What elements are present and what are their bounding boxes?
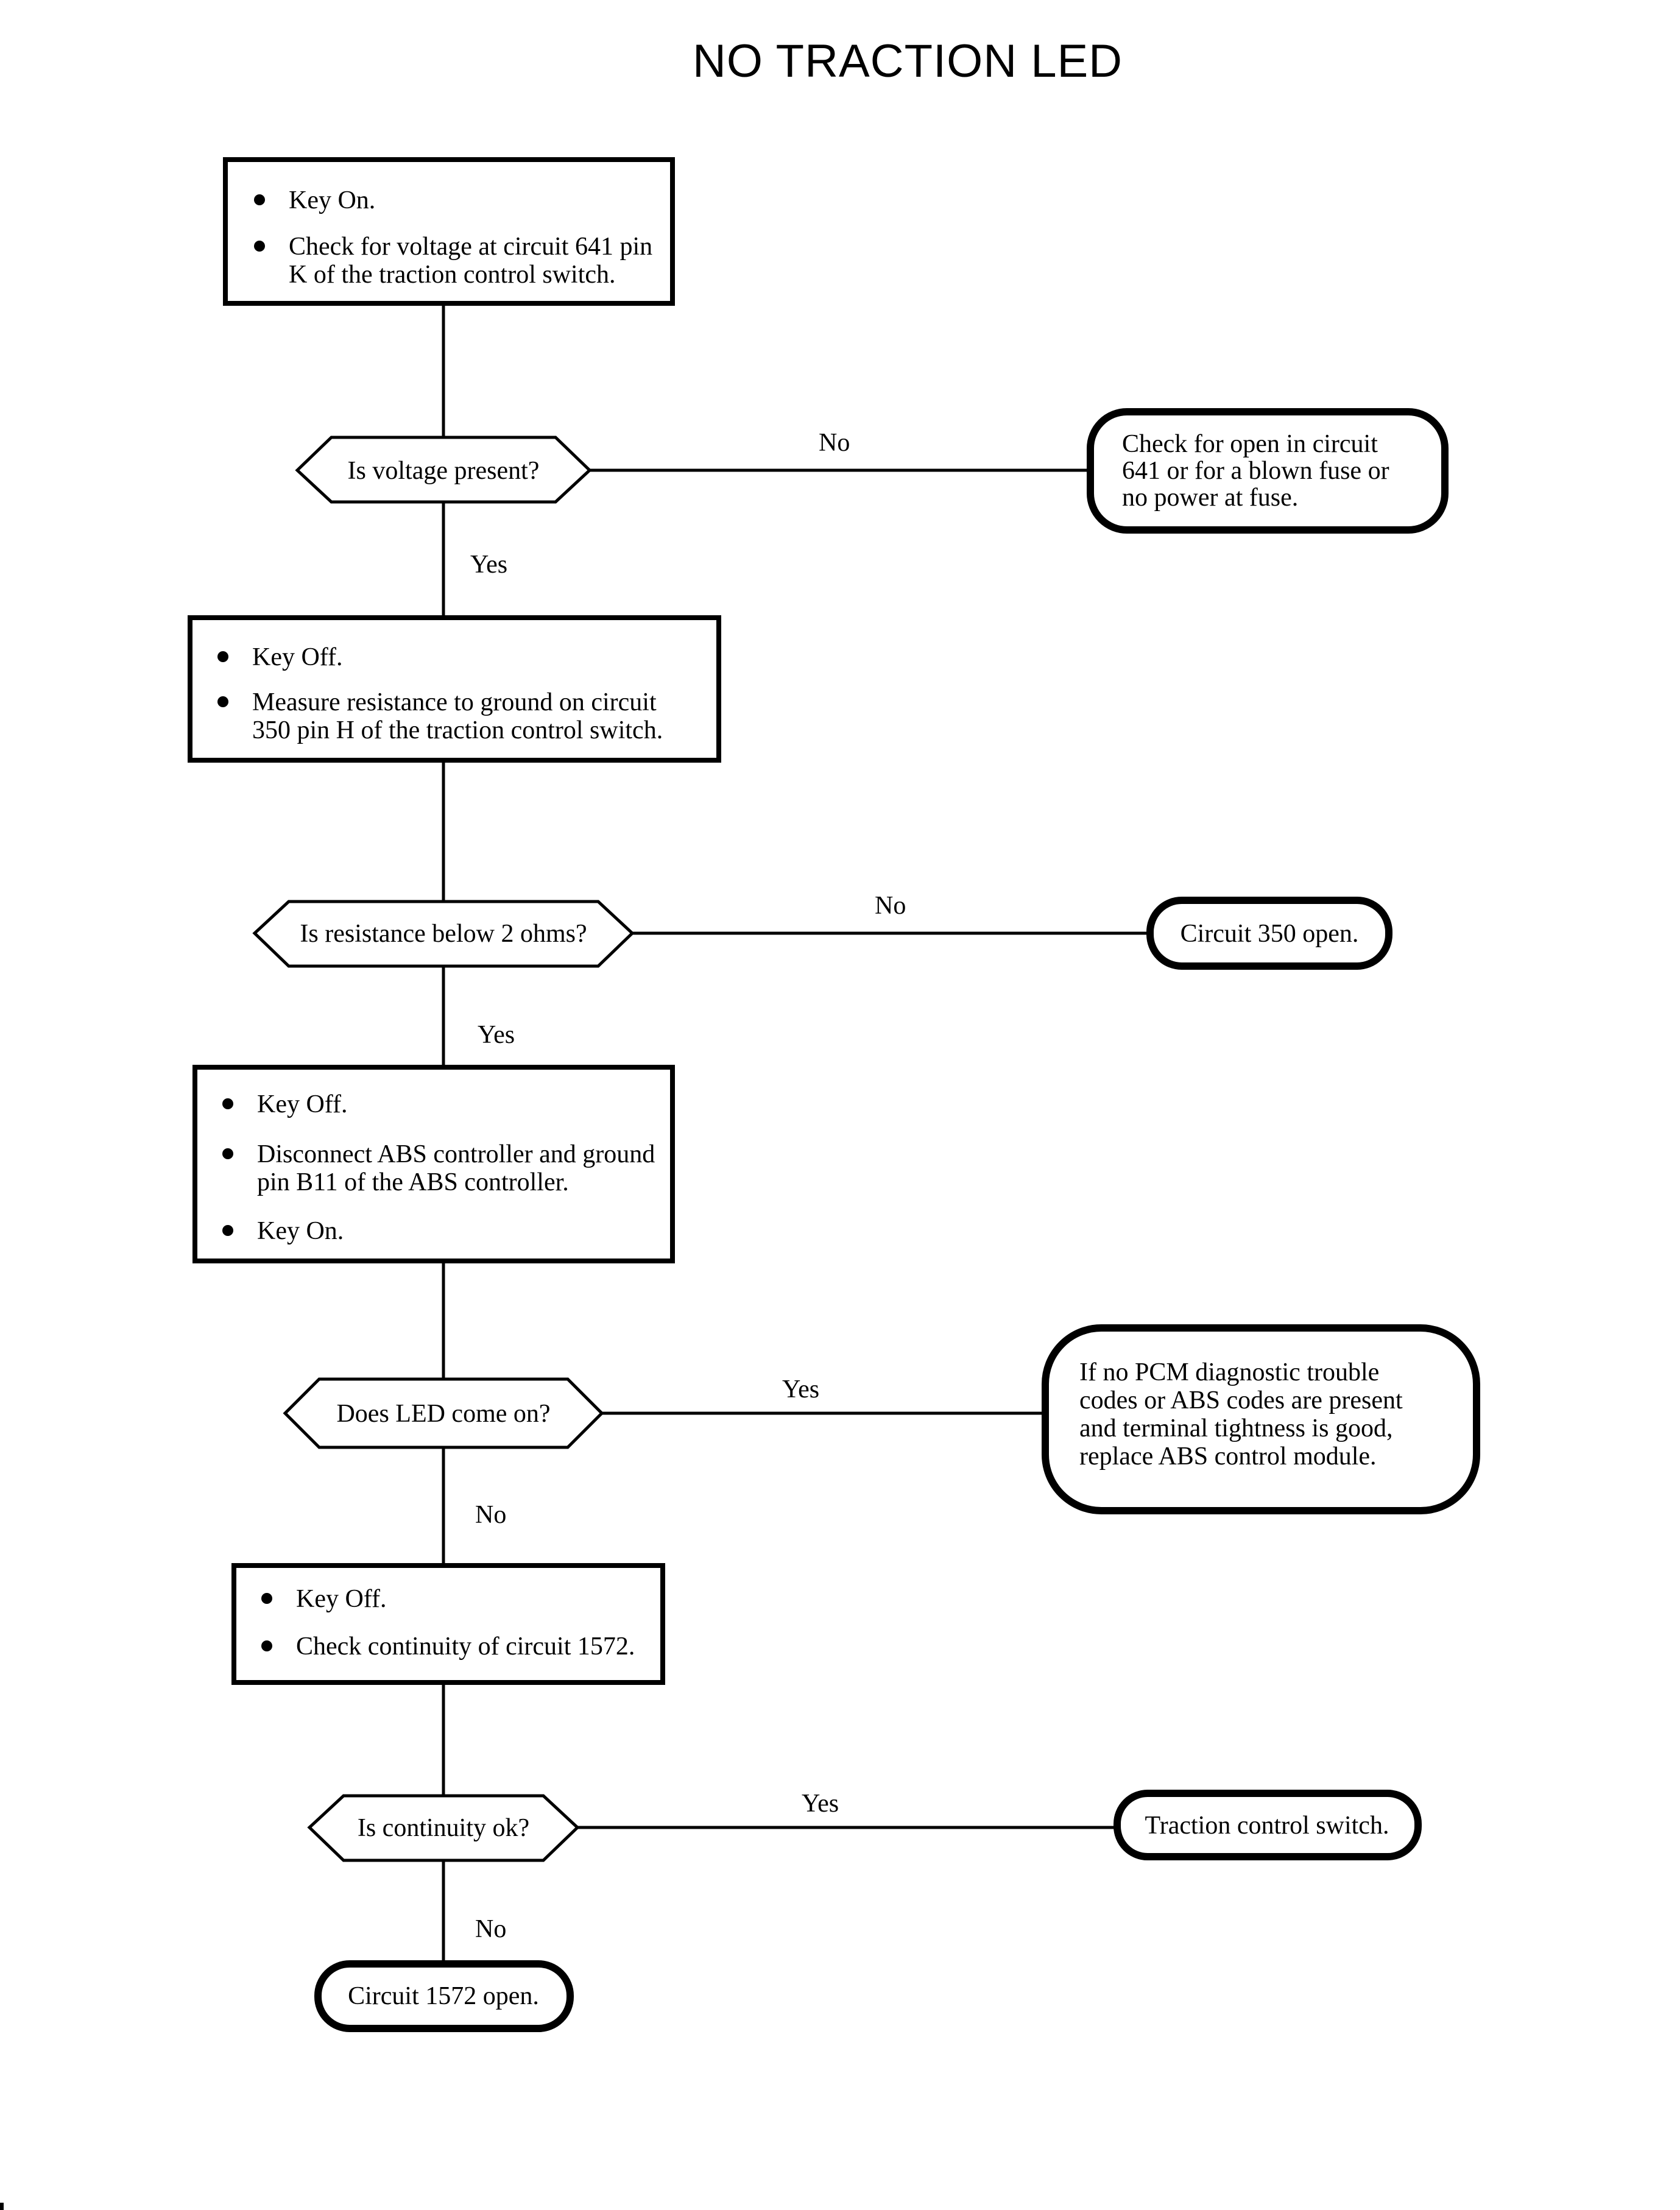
step-measure-resistance <box>190 618 719 760</box>
bullet-marker <box>254 194 265 205</box>
decision-continuity-ok <box>309 1796 577 1860</box>
terminal-text: codes or ABS codes are present <box>1079 1386 1403 1414</box>
step-text: Key On. <box>257 1217 344 1245</box>
process-box <box>234 1566 663 1682</box>
edge-label-no-4: No <box>475 1915 507 1943</box>
step-check-continuity <box>234 1566 663 1682</box>
step-text: Check for voltage at circuit 641 pin <box>289 233 653 261</box>
step-text: Key Off. <box>257 1090 348 1118</box>
page-edge-artifact <box>0 2203 4 2210</box>
terminal-text: no power at fuse. <box>1122 484 1299 512</box>
edge-label-yes-3: Yes <box>782 1375 820 1403</box>
step-text: Key Off. <box>296 1585 387 1613</box>
bullet-marker <box>222 1148 233 1159</box>
bullet-marker <box>222 1225 233 1236</box>
step-check-voltage <box>225 160 672 303</box>
terminal-text: 641 or for a blown fuse or <box>1122 457 1389 485</box>
edge-label-yes-1: Yes <box>470 551 508 579</box>
terminal-text: and terminal tightness is good, <box>1079 1414 1393 1442</box>
step-text: pin B11 of the ABS controller. <box>257 1168 569 1196</box>
step-text: Measure resistance to ground on circuit <box>252 688 657 716</box>
edge-label-yes-2: Yes <box>478 1021 515 1049</box>
decision-voltage-present <box>297 437 590 502</box>
terminal-text: Traction control switch. <box>1145 1812 1389 1840</box>
terminal-check-open-circuit-641 <box>1090 412 1445 530</box>
decision-text: Is resistance below 2 ohms? <box>300 920 587 948</box>
step-ground-abs-pin-b11 <box>195 1067 672 1261</box>
edge-label-no-1: No <box>819 429 850 457</box>
terminal-text: Circuit 350 open. <box>1180 920 1359 948</box>
decision-text: Is voltage present? <box>347 457 540 485</box>
terminal-text: replace ABS control module. <box>1079 1442 1377 1470</box>
bullet-marker <box>254 241 265 252</box>
decision-text: Does LED come on? <box>336 1400 551 1428</box>
terminal-circuit-350-open <box>1150 900 1389 966</box>
edge-label-no-2: No <box>875 892 906 920</box>
edge-label-no-3: No <box>475 1501 507 1529</box>
page-title: NO TRACTION LED <box>692 35 1123 87</box>
step-text: Key Off. <box>252 643 343 671</box>
bullet-marker <box>261 1593 272 1604</box>
decision-text: Is continuity ok? <box>357 1814 530 1842</box>
terminal-circuit-1572-open <box>318 1964 570 2028</box>
bullet-marker <box>261 1640 272 1651</box>
terminal-text: If no PCM diagnostic trouble <box>1079 1358 1380 1386</box>
step-text: Key On. <box>289 186 376 214</box>
decision-resistance-below-2-ohms <box>255 902 632 966</box>
step-text: Check continuity of circuit 1572. <box>296 1633 635 1661</box>
step-text: Disconnect ABS controller and ground <box>257 1140 655 1168</box>
bullet-marker <box>222 1098 233 1109</box>
terminal-text: Check for open in circuit <box>1122 430 1378 458</box>
terminal-replace-abs-module <box>1045 1328 1477 1511</box>
edge-label-yes-4: Yes <box>802 1790 839 1818</box>
step-text: K of the traction control switch. <box>289 261 616 289</box>
bullet-marker <box>217 696 228 707</box>
terminal-text: Circuit 1572 open. <box>348 1982 539 2010</box>
decision-led-come-on <box>285 1379 602 1447</box>
bullet-marker <box>217 651 228 662</box>
step-text: 350 pin H of the traction control switch. <box>252 716 663 744</box>
terminal-traction-control-switch <box>1117 1793 1418 1857</box>
